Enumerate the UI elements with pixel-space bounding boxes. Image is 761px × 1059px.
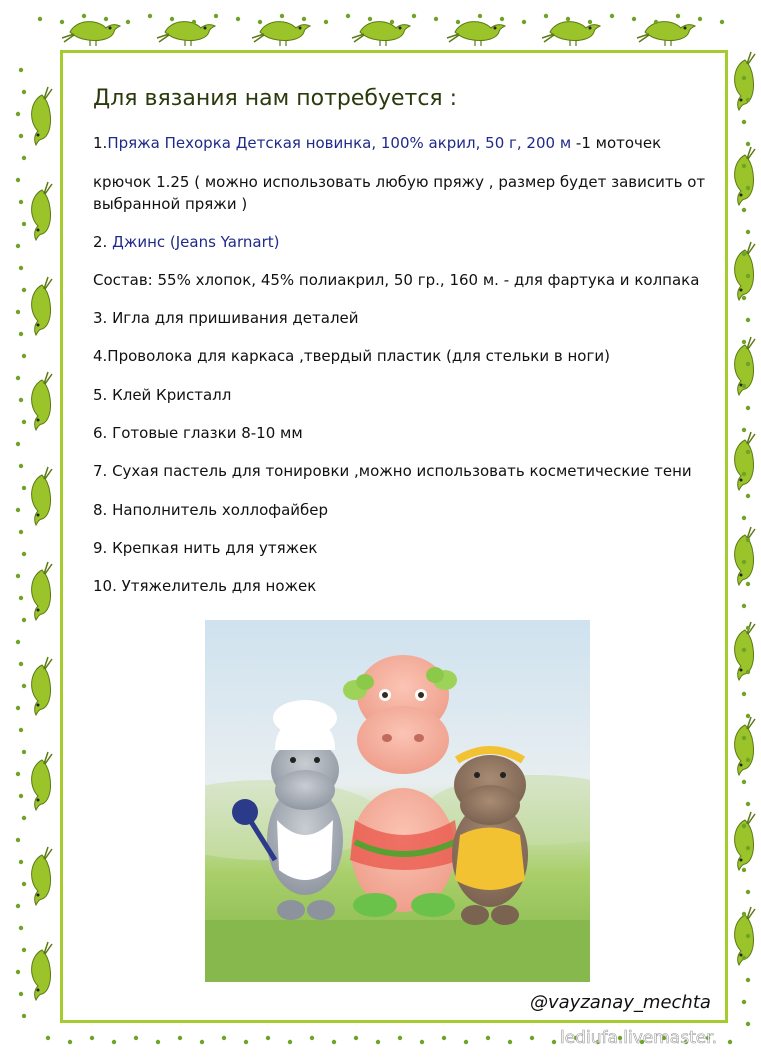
list-item-prefix: 1. <box>93 134 108 152</box>
list-item-5: 5. Клей Кристалл <box>93 386 232 404</box>
bird-icon <box>735 717 755 775</box>
yarn-name-link-text: Пряжа Пехорка Детская новинка, 100% акрил, 50 г, 200 м <box>107 134 572 152</box>
list-item-8: 8. Наполнитель холлофайбер <box>93 501 329 519</box>
bird-icon <box>32 942 52 1000</box>
bird-icon <box>32 87 52 145</box>
list-item-suffix: -1 моточек <box>571 134 662 152</box>
bird-icon <box>252 22 310 46</box>
bird-icon <box>32 752 52 810</box>
hippo-toys-photo <box>205 620 590 982</box>
bird-icon <box>735 147 755 205</box>
list-item-6: 6. Готовые глазки 8-10 мм <box>93 424 303 442</box>
list-item-10: 10. Утяжелитель для ножек <box>93 577 317 595</box>
list-item-3: 3. Игла для пришивания деталей <box>93 309 359 327</box>
bird-icon <box>735 52 755 110</box>
bird-icon <box>32 847 52 905</box>
list-item-1 <box>93 132 661 154</box>
document-heading: Для вязания нам потребуется : <box>93 86 458 111</box>
bird-icon <box>637 22 695 46</box>
list-item-2 <box>93 231 279 253</box>
bird-icon <box>735 242 755 300</box>
bird-icon <box>32 277 52 335</box>
list-item-9: 9. Крепкая нить для утяжек <box>93 539 318 557</box>
bird-icon <box>62 22 120 46</box>
list-item-hook-cont: выбранной пряжи ) <box>93 195 248 213</box>
bird-icon <box>32 467 52 525</box>
bird-icon <box>32 562 52 620</box>
bird-icon <box>447 22 505 46</box>
site-watermark: lediufa.livemaster. <box>560 1028 718 1048</box>
yarn-name-text: Джинс (Jeans Yarnart) <box>112 233 280 251</box>
list-item-7: 7. Сухая пастель для тонировки ,можно использовать косметические тени <box>93 462 692 480</box>
bird-icon <box>735 527 755 585</box>
list-item-prefix: 2. <box>93 233 113 251</box>
bird-icon <box>32 657 52 715</box>
author-handle: @vayzanay_mechta <box>530 992 711 1013</box>
list-item-composition: Состав: 55% хлопок, 45% полиакрил, 50 гр., 160 м. - для фартука и колпака <box>93 271 700 289</box>
bird-icon <box>32 372 52 430</box>
bird-icon <box>32 182 52 240</box>
bird-icon <box>352 22 410 46</box>
bird-icon <box>157 22 215 46</box>
list-item-hook: крючок 1.25 ( можно использовать любую пряжу , размер будет зависить от <box>93 173 706 191</box>
list-item-4: 4.Проволока для каркаса ,твердый пластик (для стельки в ноги) <box>93 347 610 365</box>
bird-icon <box>542 22 600 46</box>
bird-icon <box>735 432 755 490</box>
bird-icon <box>735 812 755 870</box>
